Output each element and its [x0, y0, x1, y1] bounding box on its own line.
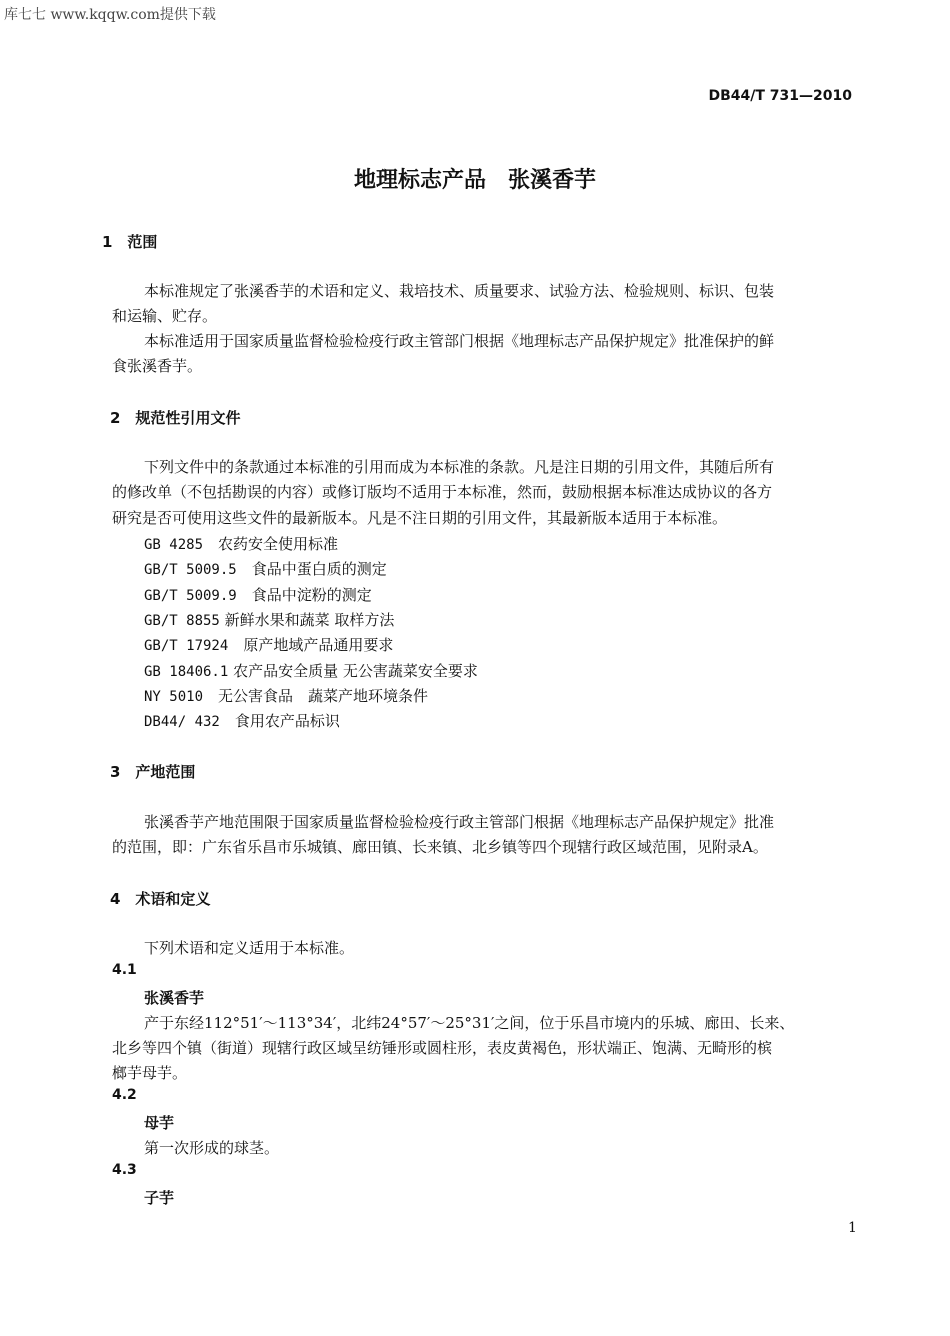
reference-item	[144, 609, 394, 630]
definition-line: 第一次形成的球茎。	[144, 1139, 280, 1157]
reference-code: GB 18406.1	[144, 664, 229, 680]
reference-item	[144, 710, 340, 731]
paragraph-line: 研究是否可使用这些文件的最新版本。凡是不注日期的引用文件，其最新版本适用于本标准。	[112, 509, 728, 527]
paragraph-line: 下列文件中的条款通过本标准的引用而成为本标准的条款。凡是注日期的引用文件，其随后所有	[144, 458, 775, 476]
reference-item	[144, 533, 338, 554]
reference-title: 原产地域产品通用要求	[243, 636, 394, 654]
page-number: 1	[848, 1220, 857, 1236]
paragraph-line: 本标准规定了张溪香芋的术语和定义、栽培技术、质量要求、试验方法、检验规则、标识、包装	[144, 282, 775, 300]
reference-title: 农产品安全质量 无公害蔬菜安全要求	[233, 662, 478, 680]
term-title: 子芋	[144, 1189, 175, 1207]
reference-title: 食品中淀粉的测定	[251, 586, 372, 604]
reference-title: 农药安全使用标准	[218, 535, 339, 553]
reference-code: NY 5010	[144, 689, 204, 705]
reference-code: GB/T 5009.5	[144, 562, 237, 578]
reference-item	[144, 634, 393, 655]
reference-code: GB/T 5009.9	[144, 588, 237, 604]
paragraph-line: 张溪香芋产地范围限于国家质量监督检验检疫行政主管部门根据《地理标志产品保护规定》批准	[144, 813, 775, 831]
clause-number: 4.3	[112, 1162, 137, 1178]
paragraph-line: 的修改单（不包括勘误的内容）或修订版均不适用于本标准，然而，鼓励根据本标准达成协议的各方	[112, 483, 773, 501]
reference-code: GB/T 17924	[144, 638, 229, 654]
clause-number: 4.2	[112, 1087, 137, 1103]
reference-code: DB44/ 432	[144, 714, 220, 730]
paragraph-line: 本标准适用于国家质量监督检验检疫行政主管部门根据《地理标志产品保护规定》批准保护的鲜	[144, 332, 775, 350]
reference-title: 食用农产品标识	[234, 712, 340, 730]
reference-title: 无公害食品 蔬菜产地环境条件	[218, 687, 429, 705]
reference-item	[144, 685, 428, 706]
reference-item	[144, 558, 387, 579]
reference-item	[144, 660, 478, 681]
definition-line: 产于东经112°51′～113°34′，北纬24°57′～25°31′之间，位于乐昌市境内的乐城、廊田、长来、	[144, 1014, 795, 1032]
term-title: 张溪香芋	[144, 989, 205, 1007]
document-title: 地理标志产品 张溪香芋	[353, 168, 596, 193]
section-heading-normative-references: 2 规范性引用文件	[110, 409, 241, 427]
definition-line: 榔芋母芋。	[112, 1064, 188, 1082]
section-heading-origin-area: 3 产地范围	[110, 763, 196, 781]
section-heading-scope: 1 范围	[102, 233, 158, 251]
reference-title: 新鲜水果和蔬菜 取样方法	[224, 611, 395, 629]
paragraph-line: 食张溪香芋。	[112, 357, 203, 375]
reference-item	[144, 584, 372, 605]
term-title: 母芋	[144, 1114, 175, 1132]
paragraph-line: 和运输、贮存。	[112, 307, 218, 325]
paragraph-line: 下列术语和定义适用于本标准。	[144, 939, 355, 957]
reference-code: GB 4285	[144, 537, 204, 553]
definition-line: 北乡等四个镇（街道）现辖行政区域呈纺锤形或圆柱形，表皮黄褐色，形状端正、饱满、无畸形的槟	[112, 1039, 773, 1057]
clause-number: 4.1	[112, 962, 137, 978]
watermark: 库七七 www.kqqw.com提供下载	[4, 7, 216, 23]
reference-title: 食品中蛋白质的测定	[251, 560, 387, 578]
reference-code: GB/T 8855	[144, 613, 220, 629]
standard-number: DB44/T 731—2010	[708, 88, 852, 104]
section-heading-terms-definitions: 4 术语和定义	[110, 890, 211, 908]
paragraph-line: 的范围，即：广东省乐昌市乐城镇、廊田镇、长来镇、北乡镇等四个现辖行政区域范围，见附录A。	[112, 838, 768, 856]
